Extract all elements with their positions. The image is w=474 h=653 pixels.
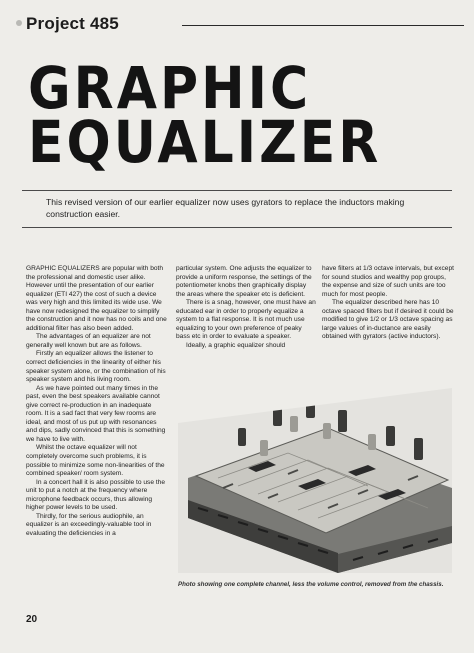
title-line-1: GRAPHIC (28, 55, 312, 123)
paragraph: Ideally, a graphic equalizer should (186, 341, 286, 349)
intro-rule-bottom (22, 227, 452, 228)
circuit-board-photo (178, 368, 452, 573)
article-column-2 (176, 265, 316, 350)
paragraph: Firstly an equalizer allows the listener to correct deficiencies in the linearity of either his speaker system alone, or the combination of his speaker system and his living room. (26, 350, 166, 384)
paragraph: particular system. One adjusts the equalizer to provide a uniform response, the settings of the potentiometer knobs then graphically display the areas where the speaker etc is deficient. (176, 265, 312, 298)
page-header (14, 14, 464, 38)
page-number: 20 (26, 614, 38, 625)
paragraph: In a concert hall it is also possible to use the unit to put a notch at the frequency where microphone feedback occurs, thus allowing higher power levels to be used. (26, 478, 166, 512)
article-column-3 (322, 265, 454, 342)
header-ornament (16, 20, 22, 26)
paragraph: As we have pointed out many times in the past, even the best speakers available cannot give correct re-production in an inadequate room. It is a sad fact that very few rooms are ideal, and most of us put up with resonances and dips, sadly convinced that this is something we have to live with. (26, 384, 166, 443)
project-number: Project 485 (26, 14, 119, 33)
intro-rule-top (22, 190, 452, 191)
paragraph: GRAPHIC EQUALIZERS are popular with both the professional and domestic user alike. However until the presentation of our earlier equalizer (ETI 427) the cost of such a device was very high and this limited its wide use. We have now redesigned the equalizer to simplify the construction and it now has no coils and one additional filter has also been added. (26, 265, 167, 332)
paragraph: The equalizer described here has 10 octave spaced filters but if desired it could be modified to give 1/2 or 1/3 octave spacing as large values of in-ductance are easily obtained with gyrators (active inductors). (322, 299, 454, 341)
paragraph: have filters at 1/3 octave intervals, but except for sound studios and wealthy pop groups, the expense and size of such units are too much for most people. (322, 265, 454, 298)
header-rule (182, 25, 464, 26)
photo-caption: Photo showing one complete channel, less the volume control, removed from the chassis. (178, 581, 444, 588)
paragraph: There is a snag, however, one must have an educated ear in order to properly equalize a system to a flat response. It is not much use equalizing to your own preference of peaky bass etc in order to evaluate a speaker. (176, 299, 316, 341)
paragraph: Whilst the octave equalizer will not completely overcome such problems, it is possible to minimize some non-linearities of the combined speaker/ room system. (26, 444, 165, 478)
intro-text: This revised version of our earlier equalizer now uses gyrators to replace the inductors making construction easier. (46, 197, 405, 219)
paragraph: Thirdly, for the serious audiophile, an equalizer is an exceedingly-valuable tool in evaluating the deficiencies in a (26, 512, 152, 537)
title-line-2: EQUALIZER (28, 109, 382, 177)
paragraph: The advantages of an equalizer are not generally well known but are as follows. (26, 333, 151, 349)
article-column-1 (26, 265, 168, 539)
